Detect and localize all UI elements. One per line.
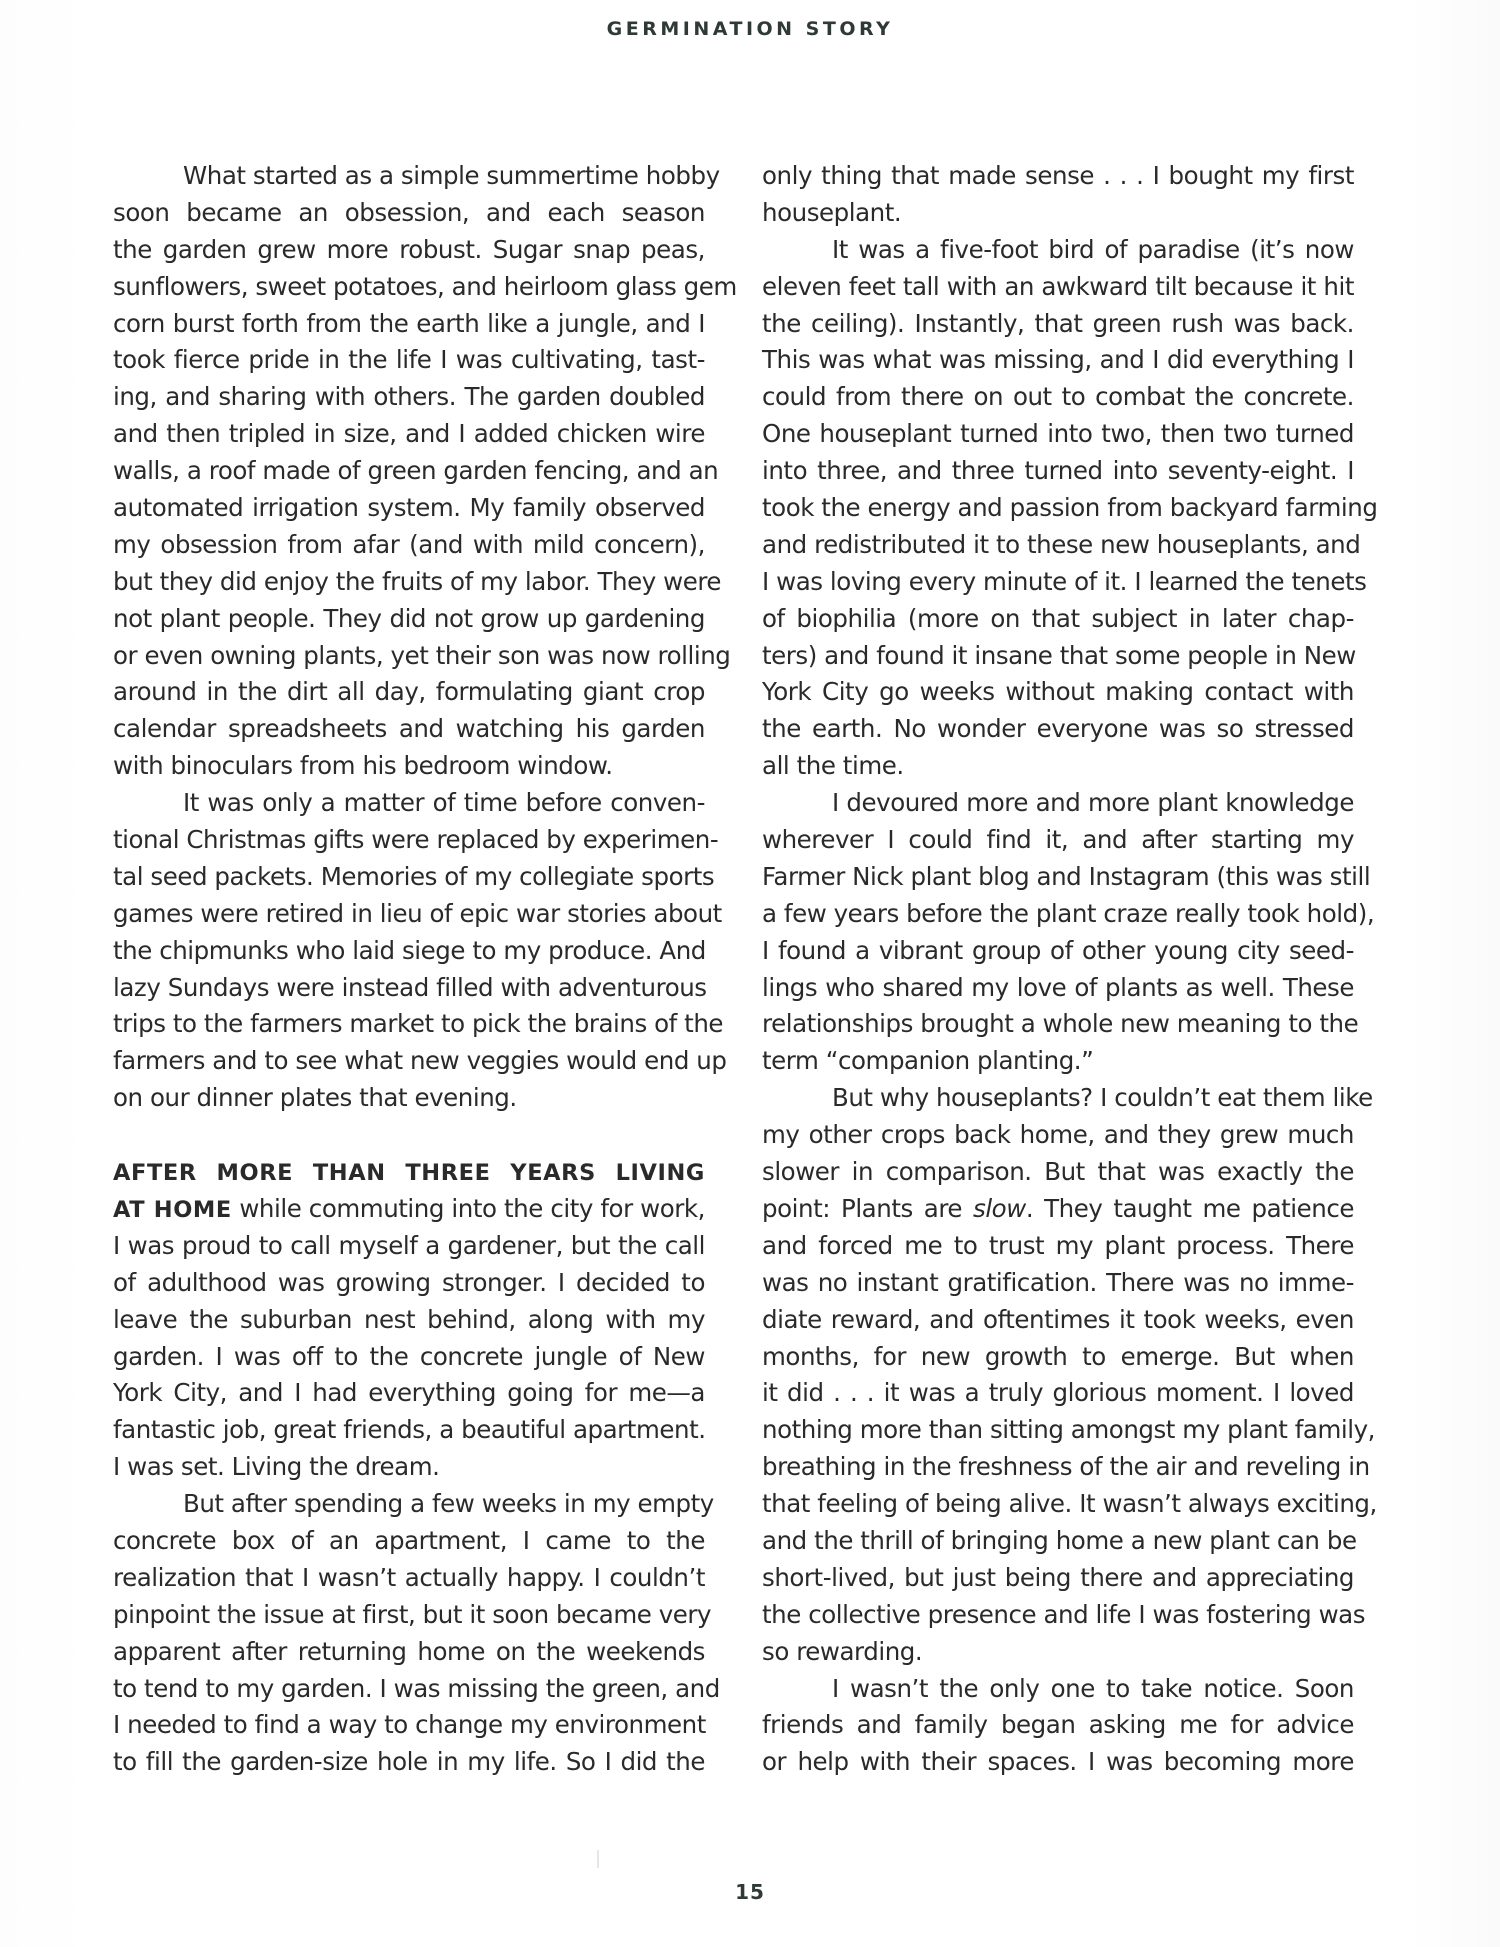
paragraph-empty-apartment [113, 1486, 720, 1781]
paragraph-first-houseplant [762, 158, 1354, 232]
text-line: I devoured more and more plant knowledge [832, 788, 1354, 818]
text-line: farmers and to see what new veggies would end up [113, 1046, 727, 1076]
section-lead-in: AT HOME [113, 1196, 232, 1223]
text-line: apparent after returning home on the weekends [113, 1636, 705, 1666]
text-line: relationships brought a whole new meaning to the [762, 1009, 1359, 1039]
text-line [113, 1154, 705, 1191]
text-line: nothing more than sitting amongst my plant family, [762, 1415, 1375, 1445]
text-line: concrete box of an apartment, I came to the [113, 1525, 705, 1555]
text-line: and forced me to trust my plant process. There [762, 1230, 1354, 1260]
text-line: a few years before the plant craze really took hold), [762, 898, 1375, 928]
text-line: I was loving every minute of it. I learned the tenets [762, 566, 1367, 596]
text-line: York City, and I had everything going for me—a [113, 1378, 705, 1408]
paragraph-bird-of-paradise [762, 232, 1378, 785]
text-line: walls, a roof made of green garden fencing, and an [113, 456, 719, 486]
text-line: tal seed packets. Memories of my collegiate sports [113, 861, 715, 891]
text-line: took fierce pride in the life I was cultivating, tast- [113, 345, 705, 375]
text-line: not plant people. They did not grow up gardening [113, 603, 705, 633]
text-line: lazy Sundays were instead filled with adventurous [113, 972, 707, 1002]
text-line: the earth. No wonder everyone was so stressed [762, 714, 1354, 744]
text-line: automated irrigation system. My family observed [113, 493, 705, 523]
paragraph-plant-knowledge [762, 785, 1375, 1080]
text-line: York City go weeks without making contact with [762, 677, 1354, 707]
text-line: with binoculars from his bedroom window. [113, 751, 613, 781]
text-line: ters) and found it insane that some people in New [762, 640, 1356, 670]
text-line: it did . . . it was a truly glorious moment. I loved [762, 1378, 1354, 1408]
text-line: ing, and sharing with others. The garden doubled [113, 382, 705, 412]
text-line: slower in comparison. But that was exactly the [762, 1157, 1354, 1187]
text-line: houseplant. [762, 197, 902, 227]
text-line: to fill the garden-size hole in my life. So I did the [113, 1747, 705, 1777]
text-run: point: Plants are [762, 1193, 974, 1223]
text-line: I wasn’t the only one to take notice. Soon [832, 1673, 1354, 1703]
text-line: What started as a simple summertime hobby [183, 161, 720, 190]
text-line: the collective presence and life I was fostering was [762, 1599, 1366, 1629]
section-lead-in: AFTER MORE THAN THREE YEARS LIVING [113, 1160, 705, 1187]
text-line: the ceiling). Instantly, that green rush was back. [762, 308, 1354, 338]
text-line: leave the suburban nest behind, along with my [113, 1304, 705, 1334]
text-line: all the time. [762, 751, 904, 781]
text-line: was no instant gratification. There was no imme- [762, 1267, 1354, 1297]
text-line: so rewarding. [762, 1636, 923, 1666]
text-line: only thing that made sense . . . I bought my first [762, 161, 1354, 190]
text-line: or even owning plants, yet their son was now rolling [113, 640, 731, 670]
page-number: 15 [735, 1880, 765, 1904]
text-line [113, 1191, 705, 1228]
text-line: pinpoint the issue at first, but it soon became very [113, 1599, 712, 1629]
text-line: or help with their spaces. I was becoming more [762, 1747, 1354, 1777]
text-line: and the thrill of bringing home a new plant can be [762, 1525, 1357, 1555]
text-run: while commuting into the city for work, [231, 1193, 706, 1223]
text-line: and then tripled in size, and I added chicken wire [113, 419, 705, 449]
text-line: short-lived, but just being there and appreciating [762, 1562, 1354, 1592]
text-line: But why houseplants? I couldn’t eat them like [832, 1083, 1373, 1113]
left-column [113, 158, 737, 1781]
text-line: Farmer Nick plant blog and Instagram (this was still [762, 861, 1371, 891]
text-line: my obsession from afar (and with mild concern), [113, 529, 705, 559]
text-line: of biophilia (more on that subject in later chap- [762, 603, 1354, 633]
scan-artifact [597, 1850, 599, 1868]
text-line: of adulthood was growing stronger. I decided to [113, 1267, 705, 1297]
paragraph-why-houseplants [762, 1080, 1377, 1670]
text-line: wherever I could find it, and after starting my [762, 825, 1354, 855]
text-line: I was set. Living the dream. [113, 1452, 440, 1482]
section-break [113, 1117, 705, 1154]
text-run: . They taught me patience [1025, 1193, 1354, 1223]
text-line: corn burst forth from the earth like a jungle, and I [113, 308, 705, 338]
text-line: I needed to find a way to change my environment [113, 1710, 706, 1740]
text-line: the garden grew more robust. Sugar snap peas, [113, 234, 705, 264]
text-line: on our dinner plates that evening. [113, 1083, 517, 1113]
text-line: garden. I was off to the concrete jungle of New [113, 1341, 705, 1371]
text-line: tional Christmas gifts were replaced by experimen- [113, 825, 719, 855]
running-head: GERMINATION STORY [606, 18, 894, 40]
text-line: This was what was missing, and I did everything I [762, 345, 1354, 375]
paragraph-taking-notice [762, 1671, 1354, 1782]
right-column [762, 158, 1378, 1781]
emphasis-slow: slow [973, 1193, 1026, 1223]
text-line: I was proud to call myself a gardener, but the call [113, 1230, 705, 1260]
text-line: to tend to my garden. I was missing the green, and [113, 1673, 720, 1703]
text-line: friends and family began asking me for advice [762, 1710, 1354, 1740]
paragraph-christmas-gifts [113, 785, 727, 1117]
text-line: the chipmunks who laid siege to my produce. And [113, 935, 706, 965]
text-line: breathing in the freshness of the air and reveling in [762, 1452, 1370, 1482]
text-line: diate reward, and oftentimes it took weeks, even [762, 1304, 1354, 1334]
text-line: term “companion planting.” [762, 1046, 1094, 1076]
text-line: my other crops back home, and they grew much [762, 1120, 1354, 1150]
text-line: and redistributed it to these new houseplants, and [762, 529, 1361, 559]
text-line: could from there on out to combat the concrete. [762, 382, 1354, 412]
text-line: It was only a matter of time before conven- [183, 788, 705, 818]
text-line: It was a five-foot bird of paradise (it’s now [832, 234, 1354, 264]
text-line: I found a vibrant group of other young city seed- [762, 935, 1354, 965]
text-line: calendar spreadsheets and watching his garden [113, 714, 705, 744]
text-line: but they did enjoy the fruits of my labor. They were [113, 566, 722, 596]
text-line: eleven feet tall with an awkward tilt because it hit [762, 271, 1354, 301]
text-line: trips to the farmers market to pick the brains of the [113, 1009, 724, 1039]
text-line: But after spending a few weeks in my empty [183, 1489, 714, 1519]
paragraph-hobby [113, 158, 737, 785]
text-line: games were retired in lieu of epic war stories about [113, 898, 722, 928]
text-line: fantastic job, great friends, a beautiful apartment. [113, 1415, 706, 1445]
text-line: realization that I wasn’t actually happy. I couldn’t [113, 1562, 705, 1592]
text-line: around in the dirt all day, formulating giant crop [113, 677, 705, 707]
text-line: that feeling of being alive. It wasn’t always exciting, [762, 1489, 1377, 1519]
text-line [762, 1191, 1354, 1228]
text-line: lings who shared my love of plants as well. These [762, 972, 1354, 1002]
text-line: into three, and three turned into seventy-eight. I [762, 456, 1354, 486]
paragraph-after-three-years [113, 1154, 705, 1486]
text-line: months, for new growth to emerge. But when [762, 1341, 1354, 1371]
text-line: soon became an obsession, and each season [113, 197, 705, 227]
text-line: One houseplant turned into two, then two turned [762, 419, 1354, 449]
text-line: sunflowers, sweet potatoes, and heirloom glass gem [113, 271, 737, 301]
text-line: took the energy and passion from backyard farming [762, 493, 1378, 523]
